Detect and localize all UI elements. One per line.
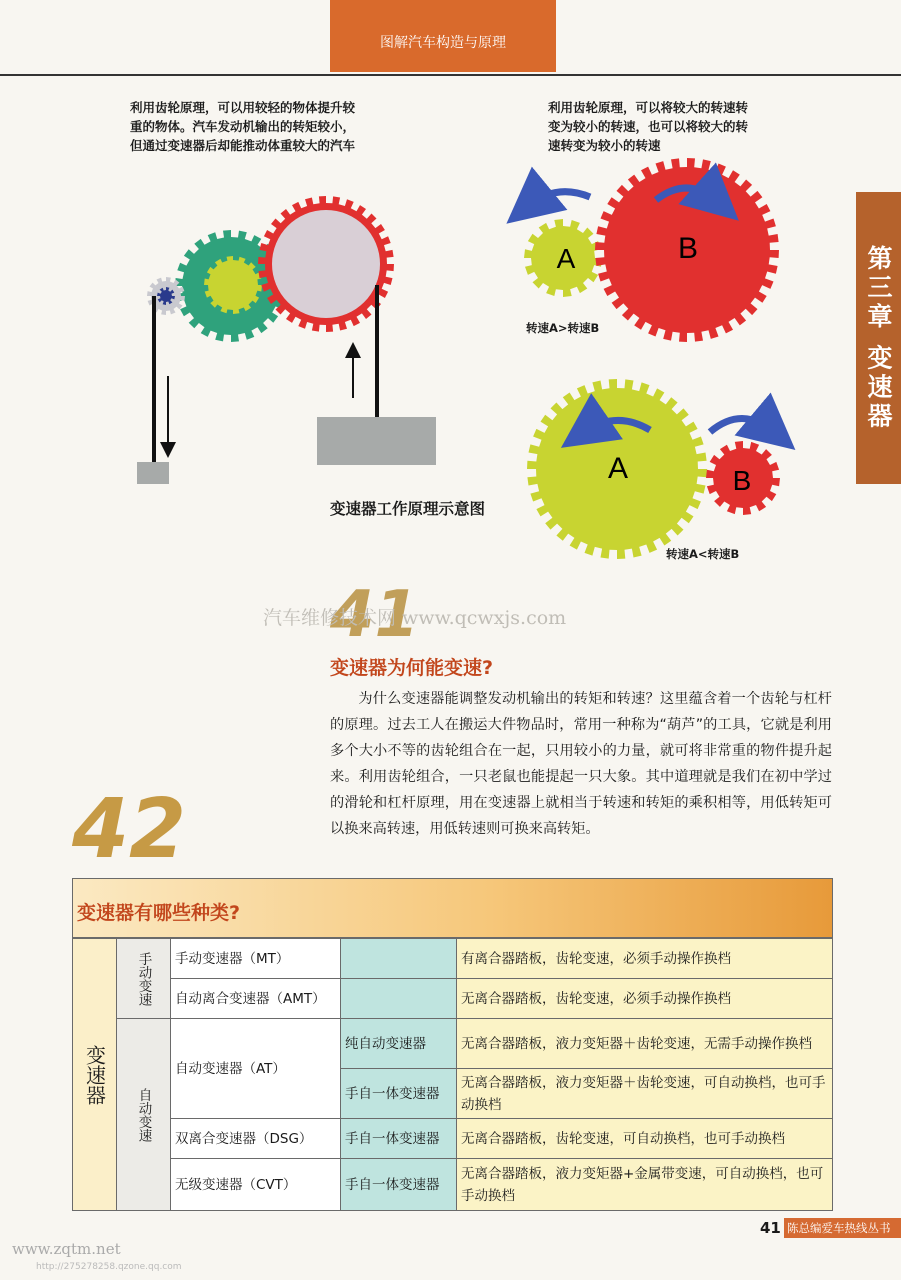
heavy-weight [317,417,436,465]
transmission-types-table [72,938,833,1211]
gear-b-label-1: B [677,232,699,265]
type-desc: 无离合器踏板，液力变矩器＋齿轮变速，可自动换档，也可手动换档 [457,1069,833,1119]
speed-label-bottom: 转速A<转速B [666,547,740,561]
caption-left: 利用齿轮原理，可以用较轻的物体提升较重的物体。汽车发动机输出的转矩较小，但通过变速器后却能推动体重较大的汽车 [130,100,356,153]
type-sub: 手自一体变速器 [341,1119,457,1159]
type-name: 手动变速器（MT） [171,939,341,979]
type-name: 无级变速器（CVT） [171,1159,341,1211]
type-sub [341,979,457,1019]
watermark: 汽车维修技术网 www.qcwxjs.com [263,607,567,629]
type-name: 双离合变速器（DSG） [171,1119,341,1159]
rotation-arrow-b2 [710,419,774,433]
page-number: 41 [760,1219,781,1237]
type-sub: 手自一体变速器 [341,1159,457,1211]
group-auto: 自动变速 [117,1019,171,1211]
light-weight [137,462,169,484]
type-desc: 无离合器踏板，液力变矩器＋齿轮变速，无需手动操作换档 [457,1019,833,1069]
chapter-tab: 第三章 变速器 [856,192,901,484]
speed-label-top: 转速A>转速B [526,321,600,335]
url-watermark: http://275278258.qzone.qq.com [36,1262,182,1272]
type-desc: 无离合器踏板，齿轮变速，必须手动操作换档 [457,979,833,1019]
caption-right: 利用齿轮原理，可以将较大的转速转变为较小的转速，也可以将较大的转速转变为较小的转速 [548,100,749,153]
gear-b-label-2: B [732,465,752,496]
type-desc: 无离合器踏板，液力变矩器+金属带变速，可自动换档，也可手动换档 [457,1159,833,1211]
running-header: 图解汽车构造与原理 [330,0,556,72]
type-desc: 有离合器踏板，齿轮变速，必须手动操作换档 [457,939,833,979]
gear-a-label-1: A [556,243,576,274]
section-number-41: 41 [330,578,420,652]
type-name: 自动变速器（AT） [171,1019,341,1119]
type-desc: 无离合器踏板，齿轮变速，可自动换档，也可手动换档 [457,1119,833,1159]
section-number-42: 42 [72,782,187,877]
group-manual: 手动变速 [117,939,171,1019]
table-root-cell: 变速器 [73,939,117,1211]
section-42-title: 变速器有哪些种类? [77,902,241,924]
section-42-header [72,878,833,938]
rotation-arrow-a1 [528,192,590,206]
figure-title: 变速器工作原理示意图 [330,500,486,518]
gear-a-label-2: A [607,452,629,485]
site-watermark: www.zqtm.net [12,1240,121,1258]
type-sub: 纯自动变速器 [341,1019,457,1069]
section-41-body: 为什么变速器能调整发动机输出的转矩和转速？这里蕴含着一个齿轮与杠杆的原理。过去工人在搬运大件物品时，常用一种称为“葫芦”的工具，它就是利用多个大小不等的齿轮组合在一起，只用较小的力量，就可将非常重的物件提升起来。利用齿轮组合，一只老鼠也能提起一只大象。其中道理就是我们在初中学过的滑轮和杠杆原理，用在变速器上就相当于转速和转矩的乘积相等，用低转矩可以换来高转速，用低转速则可换来高转矩。 [330,691,832,837]
type-name: 自动离合变速器（AMT） [171,979,341,1019]
type-sub: 手自一体变速器 [341,1069,457,1119]
gear-red-hub [272,210,380,318]
section-41-title: 变速器为何能变速? [330,657,494,679]
series-name: 陈总编爱车热线丛书 [784,1218,901,1238]
type-sub [341,939,457,979]
